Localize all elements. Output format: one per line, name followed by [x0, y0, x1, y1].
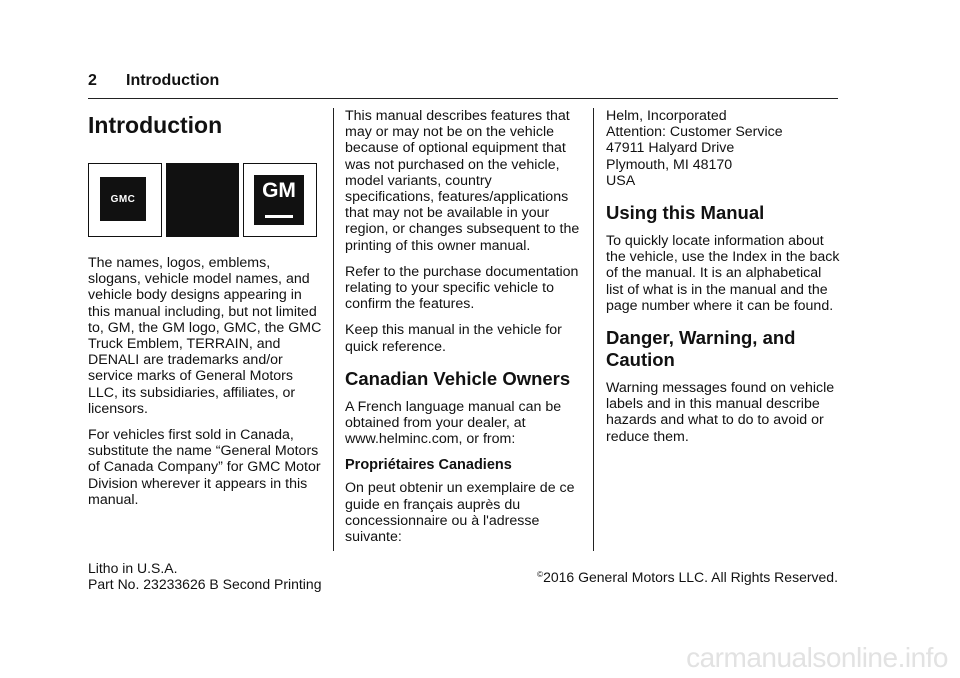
- litho-text: Litho in U.S.A.: [88, 560, 178, 576]
- french-paragraph: On peut obtenir un exemplaire de ce guide en français auprès du concessionnaire ou à l'adresse suivante:: [345, 480, 575, 546]
- column-divider: [593, 108, 594, 551]
- features-paragraph: This manual describes features that may or may not be on the vehicle because of optional equipment that was not purchased on the vehicle, model variants, country specifications, features/applications that may not be available in your region, or changes subsequent to the printing of this owner manual.: [345, 108, 580, 254]
- trademark-paragraph: The names, logos, emblems, slogans, vehicle model names, and vehicle body designs appearing in this manual including, but not limited to, GM, the GM logo, GMC, the GMC Truck Emblem, TERRAIN, and DENALI are trademarks and/or service marks of General Motors LLC, its subsidiaries, affiliates, or licensors.: [88, 255, 322, 417]
- header-title: Introduction: [126, 72, 220, 89]
- section-heading-using-manual: Using this Manual: [606, 202, 765, 224]
- address-line: Plymouth, MI 48170: [606, 156, 733, 173]
- brand-logos: [88, 163, 323, 239]
- watermark: carmanualsonline.info: [686, 642, 948, 673]
- purchase-paragraph: Refer to the purchase documentation relating to your specific vehicle to confirm the features.: [345, 263, 579, 313]
- section-heading-introduction: Introduction: [88, 112, 223, 138]
- gmc-logo-text: GMC: [110, 194, 136, 205]
- canada-paragraph: For vehicles first sold in Canada, substitute the name “General Motors of Canada Company” for GMC Motor Division wherever it appears in this manual.: [88, 427, 321, 508]
- keep-manual-paragraph: Keep this manual in the vehicle for quick reference.: [345, 322, 562, 355]
- address-line: Attention: Customer Service: [606, 124, 783, 141]
- gmc-logo-icon: [88, 163, 162, 237]
- blank-logo-block: [166, 163, 239, 237]
- address-block: [606, 108, 840, 189]
- page-number: 2: [88, 72, 97, 89]
- column-2: [345, 108, 583, 555]
- copyright-symbol: ©: [537, 570, 544, 579]
- gm-logo-icon: [243, 163, 317, 237]
- using-manual-paragraph: To quickly locate information about the vehicle, use the Index in the back of the manual. It is an alphabetical list of what is in the manual and the page number where it can be found.: [606, 233, 840, 314]
- footer-copyright: [537, 569, 838, 585]
- address-line: Helm, Incorporated: [606, 108, 727, 124]
- column-divider: [333, 108, 334, 551]
- section-heading-danger-warning: Danger, Warning, and Caution: [606, 327, 796, 371]
- footer-left: [88, 560, 322, 592]
- gm-logo-text: GM: [262, 179, 296, 202]
- page-header: [88, 72, 838, 99]
- column-1: [88, 108, 323, 518]
- copyright-text: 2016 General Motors LLC. All Rights Reserved.: [543, 569, 838, 585]
- address-line: USA: [606, 172, 636, 189]
- address-line: 47911 Halyard Drive: [606, 140, 735, 157]
- part-number-text: Part No. 23233626 B Second Printing: [88, 576, 322, 592]
- column-3: [606, 108, 840, 455]
- section-heading-canadian-owners: Canadian Vehicle Owners: [345, 367, 571, 389]
- warning-paragraph: Warning messages found on vehicle labels and in this manual describe hazards and what to do to avoid or reduce them.: [606, 380, 835, 445]
- section-heading-proprietaires: Propriétaires Canadiens: [345, 457, 512, 474]
- french-manual-paragraph: A French language manual can be obtained from your dealer, at www.helminc.com, or from:: [345, 398, 562, 448]
